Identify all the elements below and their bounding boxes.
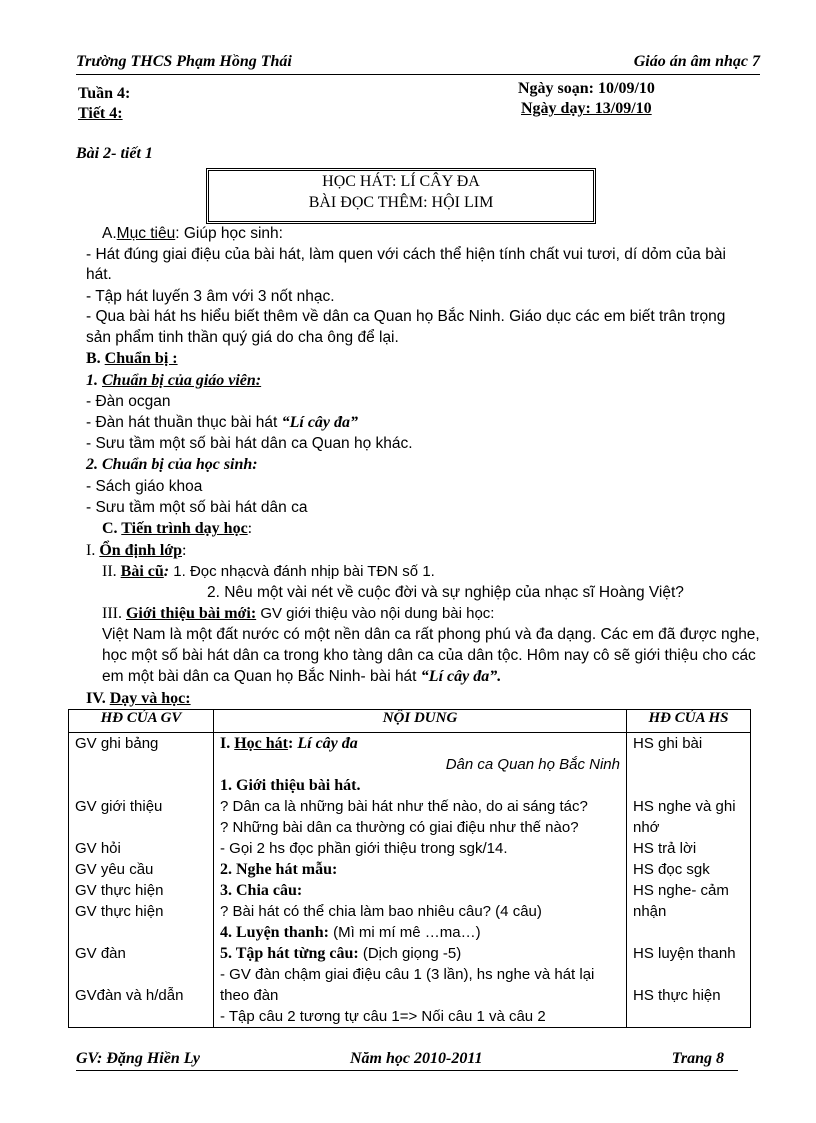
- gv-line: GV đàn: [75, 945, 126, 962]
- gv-line: GVđàn và h/dẫn: [75, 987, 184, 1004]
- header-rule: [76, 74, 760, 75]
- preparation-heading: B. Chuẩn bị :: [86, 350, 178, 367]
- gv-line: [69, 754, 213, 775]
- section-2-question-2: 2. Nêu một vài nét về cuộc đời và sự nghiệp của nhạc sĩ Hoàng Việt?: [207, 584, 684, 601]
- hs-line: [627, 922, 750, 943]
- hs-line: HS nghe và ghi: [633, 798, 736, 815]
- gv-line: GV ghi bảng: [75, 735, 159, 752]
- hs-line: HS ghi bài: [633, 735, 703, 752]
- content-line: 3. Chia câu:: [220, 882, 303, 899]
- section-3: III. Giới thiệu bài mới: GV giới thiệu vào nội dung bài học:: [102, 605, 495, 622]
- footer-teacher: GV: Đặng Hiền Ly: [76, 1050, 200, 1067]
- gv-line: [69, 964, 213, 985]
- gv-line: GV giới thiệu: [75, 798, 163, 815]
- header-content: NỘI DUNG: [214, 710, 627, 733]
- gv-line: GV yêu cầu: [75, 861, 154, 878]
- footer-page-number: Trang 8: [671, 1050, 724, 1067]
- lesson-table: [68, 709, 751, 1028]
- objective-3-cont: sản phẩm tinh thần quý giá do cha ông để lại.: [86, 329, 399, 346]
- intro-paragraph-2: học một số bài hát dân ca trong kho tàng dân ca của dân tộc. Hôm nay cô sẽ giới thiệu cho các: [102, 647, 756, 664]
- hs-line: nhớ: [633, 819, 660, 836]
- school-name: Trường THCS Phạm Hồng Thái: [76, 53, 292, 70]
- table-row: [69, 733, 751, 1028]
- hs-line: [627, 775, 750, 796]
- gv-line: GV thực hiện: [75, 903, 164, 920]
- footer-rule: [76, 1070, 738, 1071]
- hs-line: [627, 1006, 750, 1027]
- intro-paragraph-3: em một bài dân ca Quan họ Bắc Ninh- bài hát “Lí cây đa”.: [102, 668, 502, 685]
- footer-school-year: Năm học 2010-2011: [350, 1050, 483, 1067]
- gv-line: [69, 775, 213, 796]
- objective-3: - Qua bài hát hs hiểu biết thêm về dân ca Quan họ Bắc Ninh. Giáo dục các em biết trân trọng: [86, 308, 726, 325]
- title-song: HỌC HÁT: LÍ CÂY ĐA: [322, 173, 480, 190]
- teacher-prep-1: - Đàn ocgan: [86, 393, 171, 410]
- gv-line: GV hỏi: [75, 840, 121, 857]
- content-line: - GV đàn chậm giai điệu câu 1 (3 lần), hs nghe và hát lại: [220, 966, 595, 983]
- objective-2: - Tập hát luyến 3 âm với 3 nốt nhạc.: [86, 288, 335, 305]
- content-line: Dân ca Quan họ Bắc Ninh: [445, 756, 620, 773]
- hs-line: [627, 964, 750, 985]
- hs-line: HS nghe- cảm: [633, 882, 729, 899]
- hs-line: [627, 754, 750, 775]
- content-line: ? Bài hát có thể chia làm bao nhiêu câu? (4 câu): [220, 903, 542, 920]
- content-line: ? Những bài dân ca thường có giai điệu như thế nào?: [220, 819, 579, 836]
- content-line: 5. Tập hát từng câu: (Dịch giọng -5): [220, 945, 462, 962]
- gv-line: [69, 817, 213, 838]
- content-line: - Gọi 2 hs đọc phần giới thiệu trong sgk/14.: [220, 840, 508, 857]
- student-prep-heading: 2. Chuẩn bị của học sinh:: [86, 456, 258, 473]
- teacher-prep-2: - Đàn hát thuần thục bài hát “Lí cây đa”: [86, 414, 359, 431]
- hs-line: HS luyện thanh: [633, 945, 736, 962]
- content-line: ? Dân ca là những bài hát như thế nào, do ai sáng tác?: [220, 798, 588, 815]
- section-2: II. Bài cũ: 1. Đọc nhạcvà đánh nhịp bài TĐN số 1.: [102, 563, 435, 580]
- hs-line: nhận: [633, 903, 667, 920]
- content-line: 4. Luyện thanh: (Mì mi mí mê …ma…): [220, 924, 481, 941]
- lesson-label: Bài 2- tiết 1: [76, 145, 153, 162]
- header-student-activity: HĐ CỦA HS: [627, 710, 751, 733]
- process-heading: C. Tiến trình dạy học:: [102, 520, 253, 537]
- gv-line: GV thực hiện: [75, 882, 164, 899]
- student-prep-2: - Sưu tầm một số bài hát dân ca: [86, 499, 308, 516]
- content-line: 2. Nghe hát mẫu:: [220, 861, 338, 878]
- teacher-activity-column: [69, 733, 214, 1028]
- content-line: - Tập câu 2 tương tự câu 1=> Nối câu 1 và câu 2: [220, 1008, 546, 1025]
- period-label: Tiết 4:: [78, 105, 123, 122]
- gv-line: [69, 922, 213, 943]
- teacher-prep-heading: 1. Chuẩn bị của giáo viên:: [86, 372, 262, 389]
- title-box: [206, 168, 596, 224]
- teacher-prep-3: - Sưu tầm một số bài hát dân ca Quan họ khác.: [86, 435, 413, 452]
- table-header-row: [69, 710, 751, 733]
- section-1: I. Ổn định lớp:: [86, 542, 187, 559]
- intro-paragraph-1: Việt Nam là một đất nước có một nền dân ca rất phong phú và đa dạng. Các em đã được nghe,: [102, 626, 760, 643]
- prep-date: Ngày soạn: 10/09/10: [518, 80, 655, 97]
- title-reading: BÀI ĐỌC THÊM: HỘI LIM: [308, 194, 494, 211]
- week-label: Tuần 4:: [78, 85, 131, 102]
- objective-1: - Hát đúng giai điệu của bài hát, làm quen với cách thể hiện tính chất vui tươi, dí dỏm của bài: [86, 246, 726, 263]
- objectives-heading: A.Mục tiêu: Giúp học sinh:: [102, 225, 283, 242]
- content-column: [214, 733, 627, 1028]
- content-line: 1. Giới thiệu bài hát.: [220, 777, 361, 794]
- section-4: IV. Dạy và học:: [86, 690, 191, 707]
- document-type: Giáo án âm nhạc 7: [633, 53, 760, 70]
- gv-line: [69, 1006, 213, 1027]
- content-line: I. Học hát: Lí cây đa: [220, 735, 358, 752]
- hs-line: HS đọc sgk: [633, 861, 710, 878]
- objective-1-cont: hát.: [86, 266, 112, 283]
- content-line: theo đàn: [220, 987, 279, 1004]
- student-activity-column: [627, 733, 751, 1028]
- student-prep-1: - Sách giáo khoa: [86, 478, 203, 495]
- hs-line: HS thực hiện: [633, 987, 721, 1004]
- teach-date: Ngày dạy: 13/09/10: [521, 100, 652, 117]
- header-teacher-activity: HĐ CỦA GV: [69, 710, 214, 733]
- hs-line: HS trả lời: [633, 840, 697, 857]
